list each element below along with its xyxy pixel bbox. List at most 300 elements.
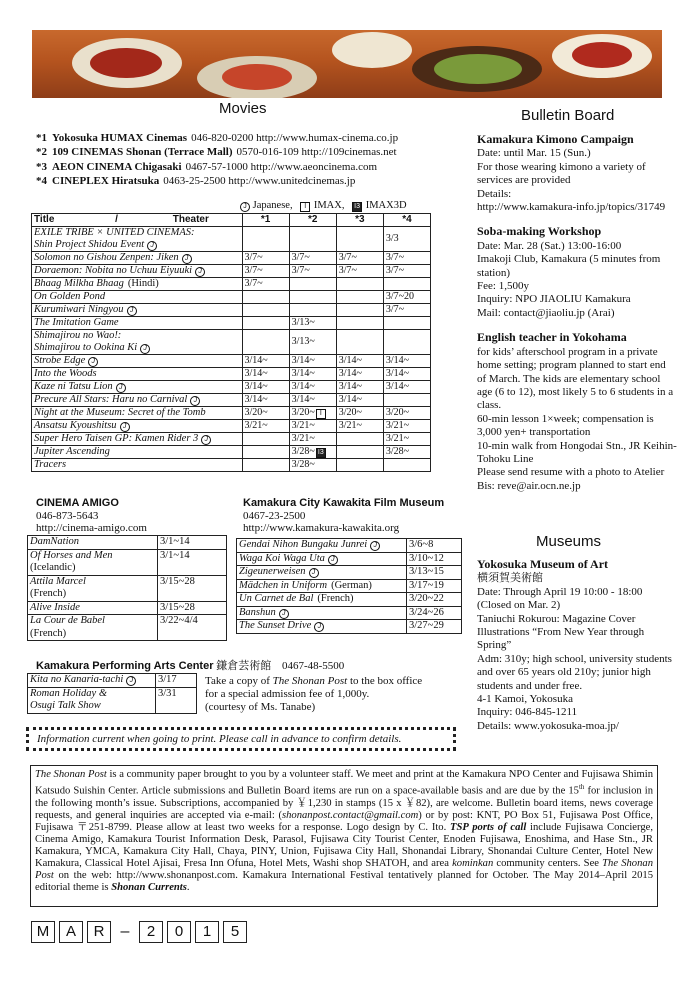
japanese-mark-icon: J	[140, 344, 150, 354]
cinema-name: 109 CINEMAS Shonan (Terrace Mall)	[52, 146, 233, 159]
showing-date-cell	[383, 252, 430, 265]
table-row	[32, 265, 431, 278]
performing-arts-info	[36, 660, 344, 673]
showing-date-cell	[242, 394, 289, 407]
showing-date-cell	[336, 459, 383, 472]
performing-arts-jp: 鎌倉芸術館	[216, 660, 272, 672]
film-language-note: (French)	[317, 593, 354, 604]
cinema-amigo-info	[36, 497, 147, 535]
movie-title: Tracers	[34, 459, 67, 470]
showing-date-cell	[242, 407, 289, 420]
showing-date-cell	[383, 394, 430, 407]
legend	[240, 200, 407, 212]
issue-month-char: M	[31, 921, 55, 943]
showing-date-cell	[242, 368, 289, 381]
movie-title-cell	[32, 433, 243, 446]
movie-title: Jupiter Ascending	[34, 446, 110, 457]
admission-note-c: for a special admission fee of 1,000y.	[205, 688, 370, 700]
showing-date-cell	[289, 330, 336, 355]
showing-date: 3/14~	[244, 381, 268, 392]
showing-date-cell	[289, 252, 336, 265]
footer-sup: th	[578, 783, 585, 792]
film-title-cell	[237, 606, 407, 620]
movie-title-cell	[32, 252, 243, 265]
showing-date: 3/14~	[385, 381, 410, 392]
film-date: 3/13~15	[409, 566, 444, 577]
table-row	[32, 381, 431, 394]
film-title: Waga Koi Waga Uta	[239, 552, 325, 564]
movie-title-cell	[32, 459, 243, 472]
header-banner-photo	[32, 30, 662, 98]
showing-date-cell	[289, 265, 336, 278]
showing-date-cell	[336, 420, 383, 433]
film-date-cell	[156, 674, 197, 688]
showing-date-cell	[289, 394, 336, 407]
showing-date-cell	[336, 381, 383, 394]
movie-title-cell	[32, 278, 243, 291]
film-date-cell	[407, 579, 462, 593]
movie-title: Ansatsu Kyoushitsu	[34, 420, 117, 431]
table-row	[28, 575, 227, 601]
film-language-note: (German)	[331, 579, 372, 591]
showing-date-cell	[242, 317, 289, 330]
museum-jp-name: 横須賀美術館	[477, 572, 543, 585]
issue-month-char: A	[59, 921, 83, 943]
movie-title: Into the Woods	[34, 368, 97, 379]
showing-date-cell	[383, 446, 430, 459]
bulletin-board-heading: Bulletin Board	[521, 107, 615, 124]
table-row	[28, 674, 197, 688]
bulletin-item-line: Fee: 1,500y	[477, 280, 529, 293]
museum-line: Taniuchi Rokurou: Magazine Cover Illustrations “From New Year through Spring”	[477, 612, 645, 652]
film-title-cell	[28, 601, 158, 615]
showing-date-cell	[383, 278, 430, 291]
table-row	[32, 420, 431, 433]
movie-title-line-2: Shin Project Shidou Event	[34, 239, 145, 250]
footer-p4: include Fujisawa Concierge, Cinema Amigo, Kamakura Tourist Information Desk, Parasol, Fujisawa City Tourist Center, Enoden Fujisawa, Enoshima, and Hase Stn., JR Kamakura, YMCA, Kamakura City Hall, Chaya, PINY, Union, Fujisawa City Hall, Shonandai Library, Shonandai Culture Center, Hotel New Kamakura, Classical Hotel Ajisai, Fresa Inn Ofuna, Hotel Mets, Washi shop SHATOH, and area	[35, 821, 653, 870]
movie-title: Doraemon: Nobita no Uchuu Eiyuuki	[34, 265, 193, 276]
showing-date: 3/14~	[338, 355, 362, 366]
museum-listing	[477, 558, 677, 733]
admission-note	[205, 675, 465, 714]
showing-date: 3/21~	[244, 420, 268, 431]
admission-note-a: Take a copy of	[205, 675, 273, 687]
showing-date: 3/20~	[338, 407, 362, 418]
kawakita-name: Kamakura City Kawakita Film Museum	[243, 497, 445, 509]
film-title: Alive Inside	[30, 601, 80, 613]
table-row	[237, 606, 462, 620]
showing-date-cell	[242, 420, 289, 433]
showing-date-cell	[289, 433, 336, 446]
movie-title: The Imitation Game	[34, 317, 119, 328]
film-title-line-2: (French)	[30, 627, 67, 639]
showing-date-cell	[383, 420, 430, 433]
showing-date: 3/7~	[385, 304, 405, 315]
bulletin-board	[477, 133, 677, 504]
kawakita-table	[236, 538, 462, 634]
footer-paper-name-2: The Shonan Post	[35, 858, 653, 882]
japanese-mark-icon: J	[201, 435, 211, 445]
issue-year-char: 5	[223, 921, 247, 943]
film-title-line-2: Osugi Talk Show	[30, 700, 101, 711]
footer-p2: for inclusion in the following month’s issue. Subscriptions, accompanied by ￥1,230 in stamps (15 x ￥82), are welcome. Bulletin board items, news coverage requests, and general inquiries are accepted via e-mail: (	[35, 785, 653, 821]
showing-date-cell	[289, 407, 336, 420]
movie-title-cell	[32, 265, 243, 278]
film-date: 3/1~14	[160, 536, 190, 547]
showing-date: 3/14~	[291, 368, 315, 379]
footer-p5: community centers. See	[493, 858, 603, 870]
col-header-4: *4	[383, 214, 430, 227]
issue-year-char: 1	[195, 921, 219, 943]
japanese-mark-icon: J	[195, 267, 205, 277]
showing-date: 3/7~	[291, 265, 310, 276]
showing-date-cell	[383, 433, 430, 446]
museum-line: 4-1 Kamoi, Yokosuka	[477, 693, 573, 706]
showing-date-cell	[336, 304, 383, 317]
showing-date-cell	[242, 355, 289, 368]
table-row	[32, 394, 431, 407]
table-row	[28, 687, 197, 713]
footer-p1: is a community paper brought to you by a volunteer staff. We meet and print at the Kamakura NPO Center and Fujisawa Shimin Katsudo Suishin Center. Article submissions and Bulletin Board items are run on a space-available basis and are due by the 15	[35, 769, 653, 797]
film-date: 3/20~22	[409, 593, 444, 604]
cinema-amigo-phone: 046-873-5643	[36, 509, 99, 522]
film-date-cell	[158, 575, 227, 601]
cinema-contact: 0570-016-109 http://109cinemas.net	[236, 146, 397, 159]
table-row	[32, 407, 431, 420]
film-date: 3/17	[158, 674, 177, 685]
showing-date: 3/7~	[338, 252, 357, 263]
movie-title-line-2: Shimajirou to Ookina Ki	[34, 342, 138, 353]
bulletin-item-line: Date: Mar. 28 (Sat.) 13:00-16:00	[477, 239, 622, 252]
showing-date: 3/14~	[291, 394, 315, 405]
bulletin-item-line: http://www.kamakura-info.jp/topics/31749	[477, 201, 666, 214]
cinema-number: *3	[36, 160, 47, 173]
showing-date-cell	[336, 265, 383, 278]
film-date-cell	[156, 687, 197, 713]
showing-date-cell	[242, 446, 289, 459]
showing-date: 3/7~	[338, 265, 357, 276]
table-row	[32, 304, 431, 317]
film-title: DamNation	[30, 536, 80, 547]
showing-date: 3/21~	[385, 420, 410, 431]
film-date: 3/1~14	[160, 549, 190, 561]
showing-date-cell	[242, 265, 289, 278]
showing-date-cell	[336, 368, 383, 381]
showing-date: 3/14~	[385, 355, 410, 366]
film-title-line-2: (Icelandic)	[30, 562, 76, 573]
footer-paper-name: The Shonan Post	[35, 769, 107, 780]
film-title: Un Carnet de Bal	[239, 593, 314, 604]
japanese-mark-icon: J	[370, 541, 380, 551]
movie-title-cell	[32, 355, 243, 368]
showing-date: 3/20~	[244, 407, 268, 418]
museum-line: Date: Through April 19 10:00 - 18:00 (Closed on Mar. 2)	[477, 585, 643, 612]
print-notice: Information current when going to print. Please call in advance to confirm details.	[26, 727, 456, 751]
cinema-amigo-name: CINEMA AMIGO	[36, 497, 119, 509]
film-date-cell	[158, 615, 227, 641]
bulletin-item	[477, 225, 677, 320]
showing-date-cell	[336, 330, 383, 355]
film-date-cell	[407, 606, 462, 620]
showing-date-cell	[289, 304, 336, 317]
showing-date: 3/7~	[244, 252, 263, 263]
bulletin-item	[477, 133, 677, 214]
table-header-row	[32, 214, 431, 227]
table-row	[32, 446, 431, 459]
showing-date-cell	[383, 407, 430, 420]
japanese-mark-icon: J	[120, 422, 130, 432]
movie-title-cell	[32, 394, 243, 407]
film-date: 3/17~19	[409, 579, 444, 591]
movie-title-cell	[32, 317, 243, 330]
cinema-number: *1	[36, 132, 47, 144]
footer-theme: Shonan Currents	[111, 882, 187, 894]
legend-imax: IMAX,	[313, 200, 345, 211]
japanese-mark-icon: J	[279, 609, 289, 619]
performing-arts-name: Kamakura Performing Arts Center	[36, 660, 214, 672]
theater-header: Theater	[172, 214, 209, 225]
showing-date-cell	[383, 355, 430, 368]
film-title-cell	[237, 593, 407, 607]
movie-title-cell	[32, 420, 243, 433]
japanese-mark-icon: J	[328, 555, 338, 565]
showing-date-cell	[242, 227, 289, 252]
showing-date: 3/14~	[338, 394, 362, 405]
col-header-3: *3	[336, 214, 383, 227]
cinema-row	[36, 174, 398, 188]
film-title: Of Horses and Men	[30, 549, 113, 561]
showing-date-cell	[383, 227, 430, 252]
film-title-cell	[237, 620, 407, 634]
movie-title-cell	[32, 227, 243, 252]
table-row	[32, 291, 431, 304]
cinema-row	[36, 131, 398, 145]
film-date: 3/27~29	[409, 620, 444, 631]
col-header-2: *2	[289, 214, 336, 227]
slash-header: /	[115, 214, 118, 225]
cinema-name: CINEPLEX Hiratsuka	[52, 174, 160, 187]
showing-date: 3/7~	[385, 265, 405, 276]
table-row	[28, 536, 227, 550]
film-title: La Cour de Babel	[30, 615, 105, 626]
showing-date-cell	[336, 252, 383, 265]
cinema-name: Yokosuka HUMAX Cinemas	[52, 132, 188, 144]
performing-arts-phone: 0467-48-5500	[281, 660, 345, 672]
movie-title: On Golden Pond	[34, 291, 106, 302]
bulletin-item-line: 10-min walk from Hongodai Stn., JR Keihin-Tohoku Line	[477, 439, 677, 465]
kawakita-phone: 0467-23-2500	[243, 509, 306, 522]
movie-title-cell	[32, 381, 243, 394]
showing-date: 3/7~	[385, 252, 405, 263]
movie-title: Super Hero Taisen GP: Kamen Rider 3	[34, 433, 199, 444]
showing-date-cell	[336, 433, 383, 446]
japanese-mark-icon: J	[88, 357, 98, 367]
showing-date-cell	[289, 317, 336, 330]
showing-date-cell	[289, 291, 336, 304]
table-row	[32, 459, 431, 472]
museum-title: Yokosuka Museum of Art	[477, 557, 609, 571]
performing-arts-table	[27, 673, 197, 714]
showing-date: 3/21~	[291, 433, 315, 444]
footer-email[interactable]: shonanpost.contact@gmail.com	[282, 809, 419, 821]
issue-month-char: R	[87, 921, 111, 943]
showing-date: 3/14~	[244, 368, 268, 379]
showing-date-cell	[336, 291, 383, 304]
table-row	[32, 433, 431, 446]
movie-schedule-table	[31, 213, 431, 472]
japanese-mark-icon: J	[240, 202, 250, 212]
film-date-cell	[158, 601, 227, 615]
bulletin-item-line: Details:	[477, 187, 512, 200]
bulletin-item-line: For those wearing kimono a variety of services are provided	[477, 160, 646, 187]
cinema-amigo-url: http://cinema-amigo.com	[36, 522, 147, 535]
japanese-mark-icon: J	[182, 254, 192, 264]
film-title: The Sunset Drive	[239, 620, 312, 631]
film-title: Roman Holiday &	[30, 687, 107, 699]
imax-mark-icon: I	[316, 409, 326, 419]
showing-date: 3/28~	[291, 459, 315, 470]
showing-date-cell	[242, 304, 289, 317]
movie-title-cell	[32, 368, 243, 381]
film-date-cell	[407, 620, 462, 634]
cinema-row	[36, 145, 398, 159]
showing-date-cell	[336, 446, 383, 459]
showing-date: 3/7~	[244, 265, 263, 276]
table-row	[32, 278, 431, 291]
showing-date: 3/13~	[291, 336, 315, 347]
showing-date-cell	[242, 381, 289, 394]
film-title-cell	[28, 575, 158, 601]
film-title-line-2: (French)	[30, 588, 67, 599]
film-date: 3/10~12	[409, 552, 444, 564]
showing-date-cell	[336, 227, 383, 252]
showing-date-cell	[383, 291, 430, 304]
film-title: Kita no Kanaria-tachi	[30, 674, 124, 685]
film-date: 3/24~26	[409, 606, 444, 618]
film-date: 3/22~4/4	[160, 615, 198, 626]
movie-title: Strobe Edge	[34, 355, 86, 366]
showing-date-cell	[336, 278, 383, 291]
film-title-cell	[237, 566, 407, 580]
showing-date: 3/14~	[291, 381, 315, 392]
movie-title: Solomon no Gishou Zenpen: Jiken	[34, 252, 179, 263]
showing-date: 3/20~	[291, 407, 315, 418]
showing-date-cell	[383, 317, 430, 330]
movie-language-note: (Hindi)	[127, 278, 159, 289]
showing-date: 3/14~	[244, 394, 268, 405]
imax-mark-icon: I	[300, 202, 310, 212]
movie-title: Kurumiwari Ningyou	[34, 304, 124, 315]
film-title: Mädchen in Uniform	[239, 579, 328, 591]
film-date: 3/15~28	[160, 575, 195, 587]
table-row	[237, 552, 462, 566]
cinema-number: *2	[36, 146, 47, 159]
table-row	[28, 601, 227, 615]
showing-date-cell	[289, 227, 336, 252]
showing-date-cell	[289, 446, 336, 459]
movie-title: EXILE TRIBE × UNITED CINEMAS:	[34, 227, 195, 238]
title-theater-header	[32, 214, 243, 227]
kawakita-info	[243, 497, 444, 535]
cinema-list	[36, 131, 398, 188]
japanese-mark-icon: J	[309, 568, 319, 578]
imax3d-mark-icon: I3	[352, 202, 362, 212]
movie-title-cell	[32, 304, 243, 317]
showing-date: 3/21~	[385, 433, 410, 444]
showing-date-cell	[242, 278, 289, 291]
footer-about	[30, 765, 658, 907]
showing-date: 3/28~	[385, 446, 410, 457]
issue-dash: –	[120, 923, 130, 940]
showing-date: 3/21~	[338, 420, 362, 431]
movie-title: Precure All Stars: Haru no Carnival	[34, 394, 188, 405]
footer-tsp: TSP ports of call	[450, 821, 527, 833]
table-row	[237, 539, 462, 553]
showing-date: 3/7~	[291, 252, 310, 263]
movie-title: Shimajirou no Wao!:	[34, 330, 122, 341]
showing-date: 3/7~20	[385, 291, 415, 302]
showing-date-cell	[383, 304, 430, 317]
showing-date: 3/21~	[291, 420, 315, 431]
showing-date-cell	[289, 278, 336, 291]
showing-date-cell	[336, 407, 383, 420]
showing-date: 3/13~	[291, 317, 315, 328]
showing-date-cell	[383, 381, 430, 394]
table-row	[32, 355, 431, 368]
bulletin-item	[477, 331, 677, 493]
movie-title-cell	[32, 291, 243, 304]
movie-title-cell	[32, 446, 243, 459]
cinema-number: *4	[36, 174, 47, 187]
footer-p6: on the web: http://www.shonanpost.com. Kamakura International Festival tentatively planned for October. The May 2014–April 2015 editorial theme is	[35, 870, 653, 894]
film-title-cell	[28, 536, 158, 550]
table-row	[28, 549, 227, 575]
table-row	[28, 615, 227, 641]
japanese-mark-icon: J	[116, 383, 126, 393]
admission-note-d: (courtesy of Ms. Tanabe)	[205, 701, 316, 713]
film-title-cell	[237, 552, 407, 566]
film-date: 3/15~28	[160, 601, 195, 613]
bulletin-item-title: English teacher in Yokohama	[477, 330, 627, 345]
table-row	[32, 368, 431, 381]
movie-title-cell	[32, 330, 243, 355]
legend-japanese: Japanese,	[252, 200, 293, 211]
showing-date-cell	[289, 368, 336, 381]
japanese-mark-icon: J	[314, 622, 324, 632]
film-date-cell	[158, 549, 227, 575]
showing-date: 3/14~	[338, 381, 362, 392]
cinema-contact: 0463-25-2500 http://www.unitedcinemas.jp	[163, 174, 356, 187]
showing-date-cell	[289, 355, 336, 368]
admission-note-paper: The Shonan Post	[272, 675, 348, 687]
movie-title: Bhaag Milkha Bhaag	[34, 278, 124, 289]
cinema-contact: 0467-57-1000 http://www.aeoncinema.com	[185, 160, 378, 173]
showing-date-cell	[383, 368, 430, 381]
col-header-1: *1	[242, 214, 289, 227]
film-date: 3/6~8	[409, 539, 434, 550]
showing-date: 3/14~	[291, 355, 315, 366]
table-row	[32, 252, 431, 265]
film-title-cell	[28, 549, 158, 575]
movie-title: Kaze ni Tatsu Lion	[34, 381, 113, 392]
movie-title: Night at the Museum: Secret of the Tomb	[34, 407, 206, 418]
cinema-amigo-table	[27, 535, 227, 641]
showing-date-cell	[289, 459, 336, 472]
film-title-cell	[237, 579, 407, 593]
bulletin-item-line: Inquiry: NPO JIAOLIU Kamakura	[477, 293, 631, 306]
japanese-mark-icon: J	[126, 676, 136, 686]
film-title: Banshun	[239, 606, 276, 618]
